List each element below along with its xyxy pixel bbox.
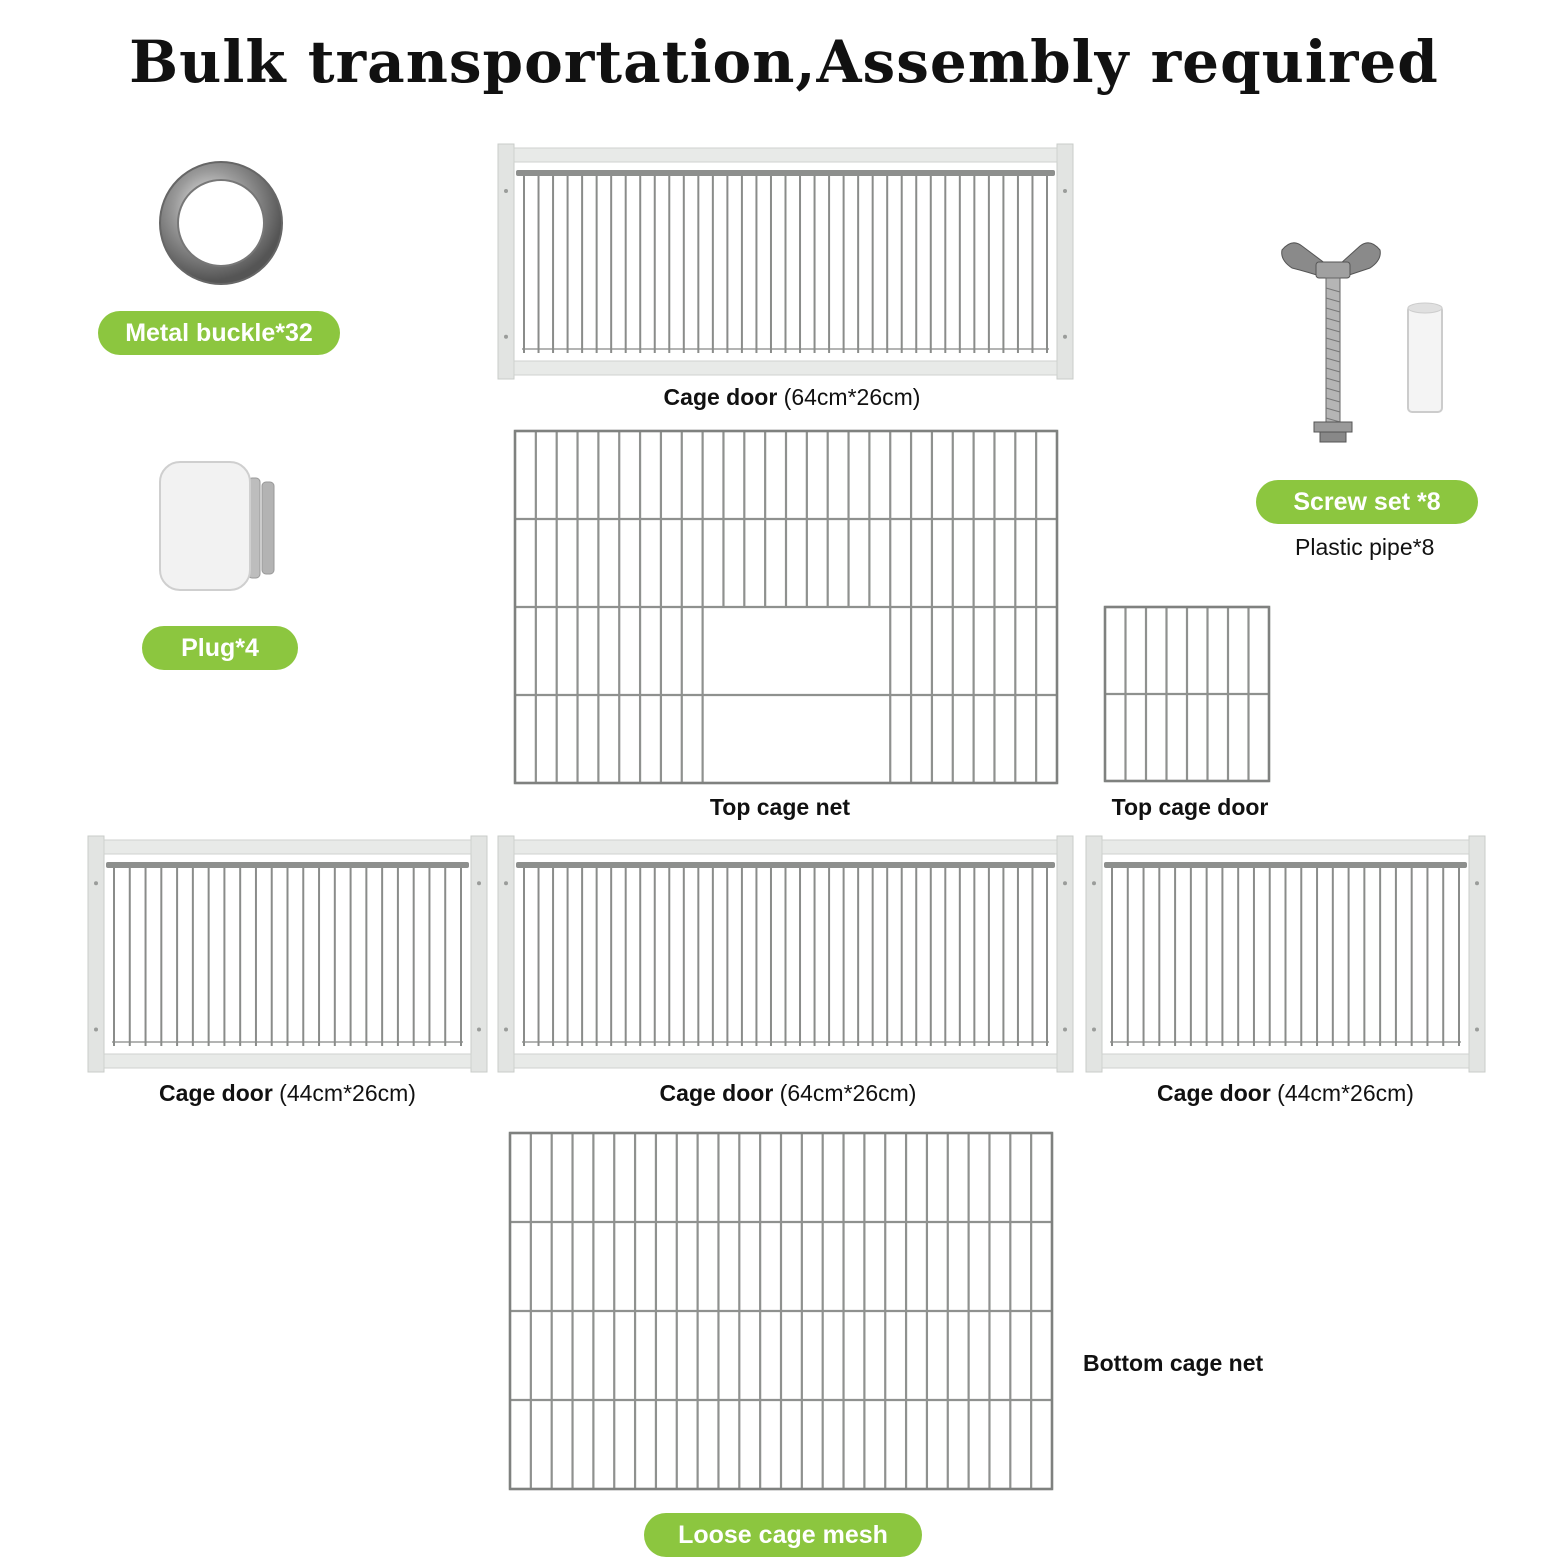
cage-door-left-caption (88, 1080, 487, 1107)
plug-cap-icon (158, 460, 280, 592)
top-cage-net-label: Top cage net (709, 794, 851, 820)
plastic-pipe-label: Plastic pipe*8 (1295, 534, 1435, 560)
cage-door-top-size: (64cm*26cm) (783, 384, 921, 410)
cage-door-middle-caption (556, 1080, 1020, 1107)
bottom-cage-net-label: Bottom cage net (1083, 1350, 1264, 1376)
cage-door-top-caption (560, 384, 1024, 411)
top-cage-net-panel (512, 428, 1060, 786)
cage-door-middle-panel (498, 836, 1073, 1072)
cage-door-top-name: Cage door (663, 384, 778, 410)
wing-screw-icon (1278, 238, 1448, 448)
cage-door-top-panel (498, 144, 1073, 379)
loose-cage-mesh-label: Loose cage mesh (644, 1513, 922, 1557)
top-cage-door-panel (1102, 604, 1272, 784)
metal-buckle-label: Metal buckle*32 (98, 311, 340, 355)
screw-set-label: Screw set *8 (1256, 480, 1478, 524)
cage-door-left-name: Cage door (159, 1080, 273, 1106)
cage-door-right-size: (44cm*26cm) (1277, 1080, 1414, 1106)
cage-door-right-caption (1086, 1080, 1485, 1107)
plug-label: Plug*4 (142, 626, 298, 670)
cage-door-middle-name: Cage door (659, 1080, 774, 1106)
top-cage-door-label: Top cage door (1111, 794, 1269, 820)
cage-door-left-size: (44cm*26cm) (279, 1080, 416, 1106)
page-title: Bulk transportation,Assembly required (129, 28, 1439, 96)
metal-ring-icon (158, 160, 284, 286)
cage-door-middle-size: (64cm*26cm) (779, 1080, 917, 1106)
cage-door-right-panel (1086, 836, 1485, 1072)
cage-door-right-name: Cage door (1157, 1080, 1271, 1106)
cage-door-left-panel (88, 836, 487, 1072)
bottom-cage-net-panel (507, 1130, 1055, 1492)
